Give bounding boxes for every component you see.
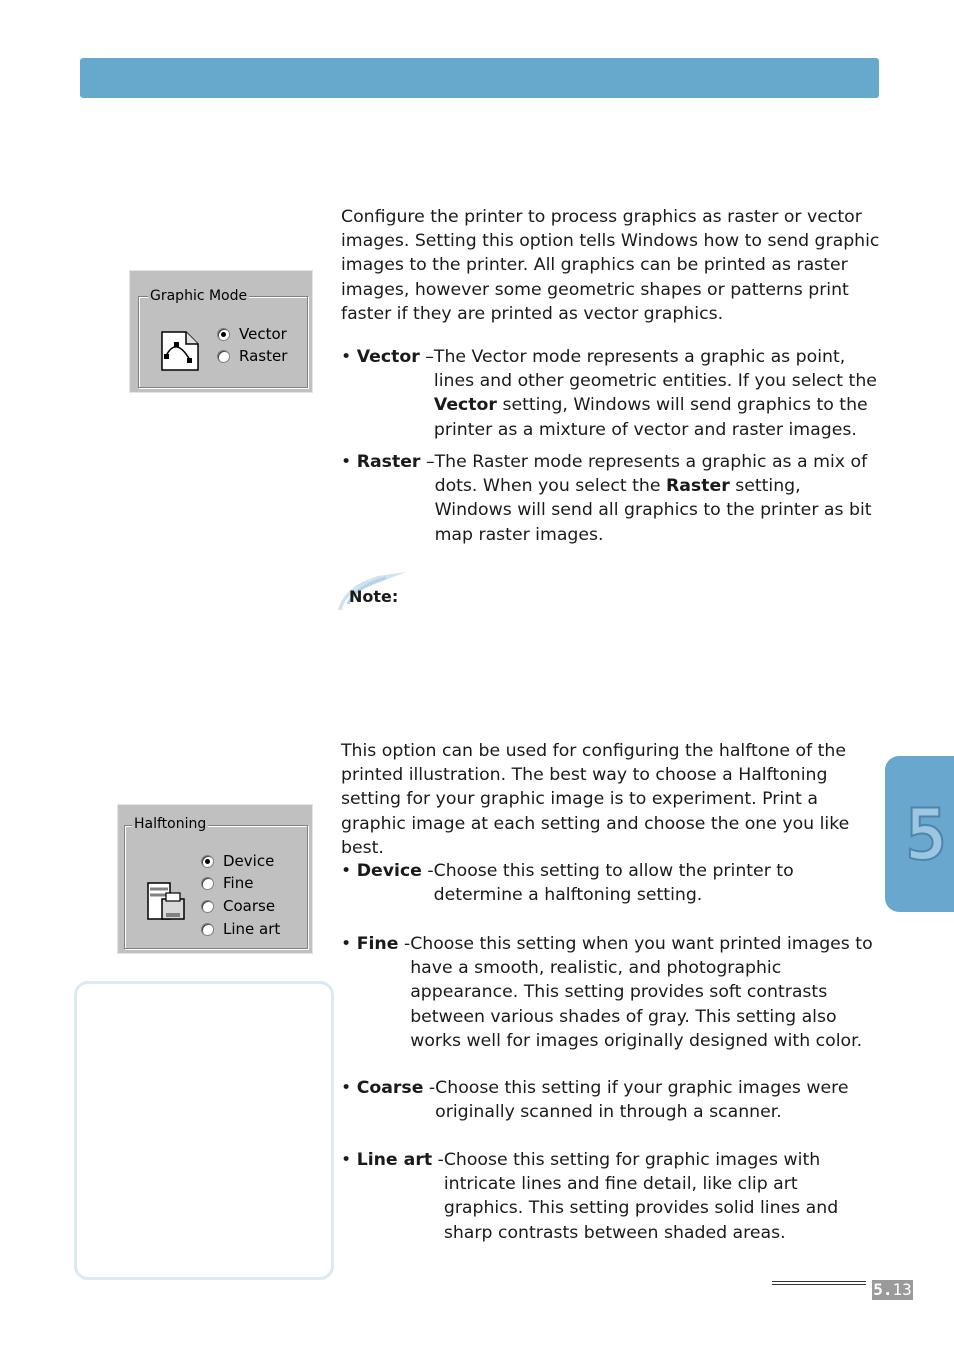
raster-bullet: • Raster – The Raster mode represents a graphic as a mix of dots. When you select the Raster setting, Windows will send all graphics to the printer as bit map raster images. xyxy=(341,452,872,545)
radio-line-art-label: Line art xyxy=(223,920,281,938)
radio-device[interactable] xyxy=(201,852,274,870)
vector-bullet: • Vector – The Vector mode represents a graphic as point, lines and other geometric entities. If you select the Vector setting, Windows will send graphics to the printer as a mixture of vector and raster images. xyxy=(341,347,877,440)
device-term: Device xyxy=(356,861,422,881)
graphic-mode-title: Graphic Mode xyxy=(150,288,248,304)
radio-raster-label: Raster xyxy=(239,347,288,365)
chapter-number: 5 xyxy=(905,794,948,876)
header-bar xyxy=(80,58,879,98)
vector-graphic-icon xyxy=(156,326,204,374)
device-text: Choose this setting to allow the printer to determine a halftoning setting. xyxy=(433,861,794,906)
radio-line-art-control[interactable] xyxy=(201,923,214,936)
vector-term: Vector xyxy=(356,347,420,367)
graphic-mode-dialog xyxy=(129,270,313,393)
page-number-page: 13 xyxy=(892,1280,912,1299)
line-art-sep: - xyxy=(432,1150,444,1170)
fine-term: Fine xyxy=(356,934,399,954)
radio-raster-control[interactable] xyxy=(217,350,230,363)
fine-sep: - xyxy=(398,934,411,954)
radio-raster[interactable] xyxy=(217,347,287,365)
page-number-rule xyxy=(772,1281,866,1285)
vector-term-inline: Vector xyxy=(433,395,497,416)
raster-sep: – xyxy=(420,452,435,472)
halftoning-intro: This option can be used for configuring the halftone of the printed illustration. The best way to choose a Halftoning setting for your graphic image is to experiment. Print a graphic image at each setting and choose the one you like best. xyxy=(341,741,850,858)
radio-vector-label: Vector xyxy=(239,325,287,343)
line-art-text: Choose this setting for graphic images with intricate lines and fine detail, like clip art graphics. This setting provides solid lines and sharp contrasts between shaded areas. xyxy=(443,1150,839,1243)
halftoning-title: Halftoning xyxy=(134,816,207,832)
vector-sep: – xyxy=(419,347,434,367)
coarse-sep: - xyxy=(423,1078,436,1098)
raster-text-a: The Raster mode represents a graphic as a mix of dots. When you select the xyxy=(434,452,868,497)
radio-vector-control[interactable] xyxy=(217,328,230,341)
note-label: Note: xyxy=(349,587,399,606)
line-art-term: Line art xyxy=(356,1150,433,1170)
halftoning-dialog xyxy=(117,804,313,954)
radio-coarse-label: Coarse xyxy=(223,897,276,915)
side-tip-box xyxy=(74,981,334,1280)
radio-coarse-control[interactable] xyxy=(201,900,214,913)
radio-line-art[interactable] xyxy=(201,920,280,938)
coarse-term: Coarse xyxy=(356,1078,424,1098)
device-sep: - xyxy=(421,861,434,881)
radio-device-label: Device xyxy=(223,852,275,870)
fine-text: Choose this setting when you want printed images to have a smooth, realistic, and photographic appearance. This setting provides soft contrasts between various shades of gray. This setting also works well for images originally designed with color. xyxy=(410,934,873,1051)
raster-text-b: setting, Windows will send all graphics to the printer as bit map raster images. xyxy=(434,476,872,545)
device-bullet: • Device - Choose this setting to allow the printer to determine a halftoning setting. xyxy=(341,859,881,907)
vector-text-a: The Vector mode represents a graphic as point, lines and other geometric entities. If you select the xyxy=(433,347,877,392)
radio-fine-label: Fine xyxy=(223,874,254,892)
line-art-bullet: • Line art - Choose this setting for graphic images with intricate lines and fine detail, like clip art graphics. This setting provides solid lines and sharp contrasts between shaded areas. xyxy=(341,1148,881,1245)
graphic-mode-intro: Configure the printer to process graphics as raster or vector images. Setting this option tells Windows how to send graphic images to the printer. All graphics can be printed as raster images, however some geometric shapes or patterns print faster if they are printed as vector graphics. xyxy=(341,207,880,324)
raster-term: Raster xyxy=(356,452,421,472)
coarse-bullet: • Coarse - Choose this setting if your graphic images were originally scanned in through a scanner. xyxy=(341,1076,881,1124)
halftone-printer-icon xyxy=(144,879,188,925)
radio-fine[interactable] xyxy=(201,874,253,892)
radio-fine-control[interactable] xyxy=(201,877,214,890)
coarse-text: Choose this setting if your graphic images were originally scanned in through a scanner. xyxy=(435,1078,849,1123)
fine-bullet: • Fine - Choose this setting when you want printed images to have a smooth, realistic, and photographic appearance. This setting provides soft contrasts between various shades of gray. This setting also works well for images originally designed with color. xyxy=(341,932,881,1053)
page-number-chapter: 5. xyxy=(873,1280,893,1299)
raster-term-inline: Raster xyxy=(665,476,730,497)
page-number xyxy=(872,1280,913,1300)
radio-device-control[interactable] xyxy=(201,855,214,868)
radio-coarse[interactable] xyxy=(201,897,275,915)
radio-vector[interactable] xyxy=(217,325,287,343)
vector-text-b: setting, Windows will send graphics to the printer as a mixture of vector and raster images. xyxy=(433,395,868,440)
